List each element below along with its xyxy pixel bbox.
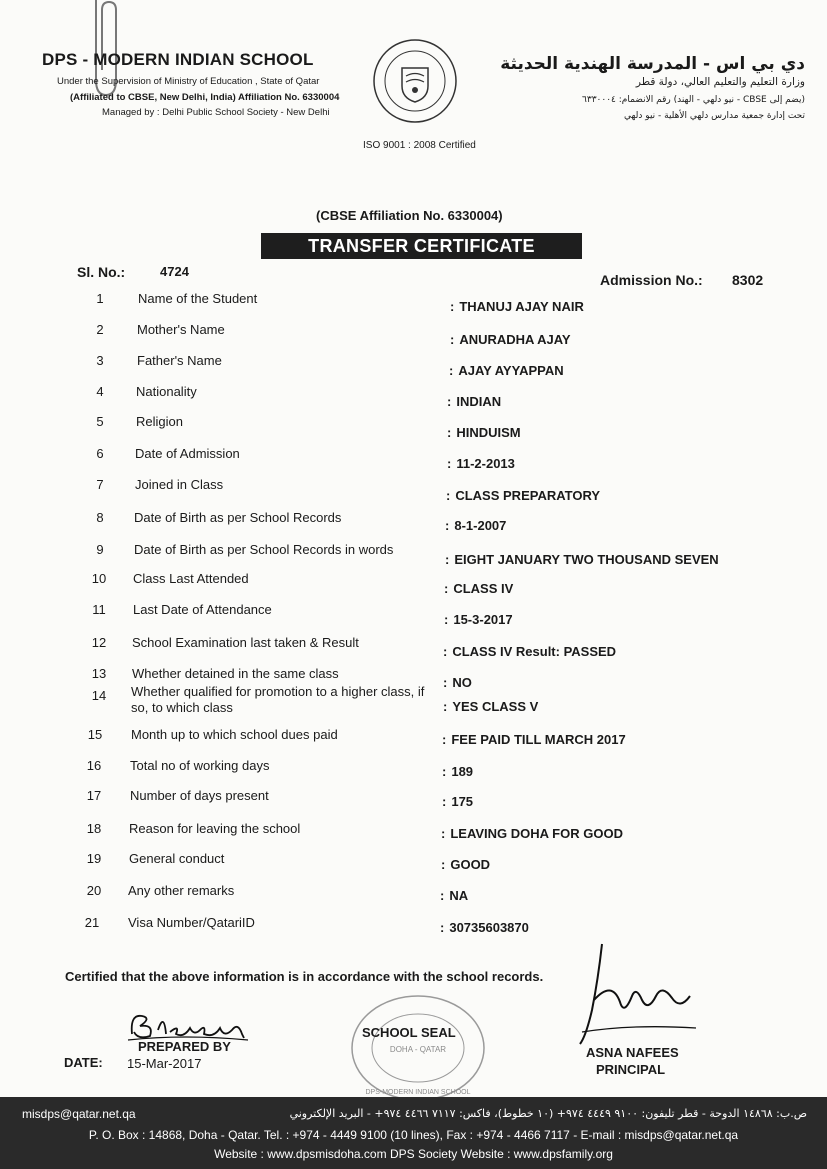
row-number: 17 [86, 788, 102, 803]
principal-name: ASNA NAFEES [586, 1045, 679, 1060]
serial-number-value: 4724 [160, 264, 189, 279]
row-label: Father's Name [137, 353, 222, 368]
row-label: Number of days present [130, 788, 269, 803]
row-value-text: LEAVING DOHA FOR GOOD [450, 826, 623, 841]
row-colon: : [445, 518, 450, 533]
row-value [447, 456, 515, 471]
row-colon: : [444, 581, 449, 596]
school-seal-label: SCHOOL SEAL [362, 1025, 456, 1040]
row-value-text: 8-1-2007 [454, 518, 507, 533]
row-value [440, 920, 529, 935]
row-number: 11 [92, 602, 106, 617]
seal-city-text: DOHA - QATAR [389, 1045, 447, 1054]
row-number: 10 [91, 571, 107, 586]
row-number: 21 [84, 915, 100, 930]
row-label: Date of Birth as per School Records in words [134, 542, 394, 557]
row-value-text: YES CLASS V [452, 699, 539, 714]
affiliation-line: (Affiliated to CBSE, New Delhi, India) Affiliation No. 6330004 [70, 92, 340, 103]
row-colon: : [442, 732, 447, 747]
row-colon: : [443, 644, 448, 659]
ministry-line-ar: وزارة التعليم والتعليم العالي، دولة قطر [635, 76, 805, 88]
row-value-text: CLASS IV [453, 581, 514, 596]
row-value-text: FEE PAID TILL MARCH 2017 [451, 732, 626, 747]
row-number: 20 [86, 883, 102, 898]
row-number: 2 [96, 322, 104, 337]
row-value-text: HINDUISM [456, 425, 521, 440]
row-label: Mother's Name [137, 322, 225, 337]
row-label: Last Date of Attendance [133, 602, 272, 617]
row-label: Class Last Attended [133, 571, 249, 586]
row-label: Month up to which school dues paid [131, 727, 338, 742]
row-value [444, 581, 513, 596]
row-value [440, 888, 468, 903]
row-colon: : [441, 857, 446, 872]
row-value-text: NO [452, 675, 472, 690]
row-label: Date of Birth as per School Records [134, 510, 342, 525]
iso-certification: ISO 9001 : 2008 Certified [363, 140, 476, 151]
row-value [446, 488, 600, 503]
seal-school-text: DPS-MODERN INDIAN SCHOOL [365, 1089, 471, 1096]
principal-signature-icon [572, 940, 702, 1050]
row-number: 16 [86, 758, 102, 773]
row-number: 14 [91, 688, 107, 703]
row-number: 6 [96, 446, 104, 461]
row-value [443, 644, 616, 659]
row-colon: : [442, 764, 447, 779]
row-value [450, 299, 584, 314]
school-name-en: DPS - MODERN INDIAN SCHOOL [42, 50, 314, 69]
footer-address: P. O. Box : 14868, Doha - Qatar. Tel. : +974 - 4449 9100 (10 lines), Fax : +974 - 4466 7117 - E-mail : misdps@qatar.net.qa [88, 1128, 739, 1142]
row-number: 4 [96, 384, 104, 399]
row-value-text: CLASS IV Result: PASSED [452, 644, 617, 659]
row-value-text: 30735603870 [449, 920, 529, 935]
footer-bar [0, 1097, 827, 1169]
row-label: Name of the Student [138, 291, 258, 306]
row-value-text: 189 [451, 764, 474, 779]
affiliation-line-ar: (يضم إلى CBSE - نيو دلهي - الهند) رقم الانضمام: ٦٣٣٠٠٠٤ [582, 95, 805, 105]
row-value-text: GOOD [450, 857, 491, 872]
admission-number-value: 8302 [732, 272, 764, 288]
row-value [447, 394, 501, 409]
row-colon: : [445, 552, 450, 567]
managed-by-line-ar: تحت إدارة جمعية مدارس دلهي الأهلية - نيو دلهي [624, 111, 805, 121]
row-colon: : [447, 456, 452, 471]
supervision-line: Under the Supervision of Ministry of Education , State of Qatar [57, 76, 320, 87]
row-value [443, 675, 472, 690]
row-colon: : [443, 699, 448, 714]
row-colon: : [450, 332, 455, 347]
row-value [445, 518, 506, 533]
prepared-by-label: PREPARED BY [138, 1039, 231, 1054]
preparer-signature-icon [124, 1004, 264, 1044]
row-colon: : [444, 612, 449, 627]
row-value-text: THANUJ AJAY NAIR [459, 299, 584, 314]
footer-arabic-address: ص.ب: ١٤٨٦٨ الدوحة - قطر تليفون: ٩١٠٠ ٤٤٤٩ ٩٧٤+ (١٠ خطوط)، فاكس: ٧١١٧ ٤٤٦٦ ٩٧٤+ - البريد الإلكتروني [289, 1107, 807, 1120]
row-number: 9 [96, 542, 104, 557]
school-name-ar: دي بي اس - المدرسة الهندية الحديثة [500, 54, 805, 74]
row-number: 3 [96, 353, 104, 368]
row-label: Date of Admission [135, 446, 240, 461]
row-number: 13 [91, 666, 107, 681]
row-colon: : [443, 675, 448, 690]
row-label: Whether qualified for promotion to a higher class, if so, to which class [131, 684, 425, 715]
row-label: School Examination last taken & Result [132, 635, 359, 650]
row-number: 12 [91, 635, 107, 650]
row-label: Total no of working days [130, 758, 270, 773]
row-number: 18 [86, 821, 102, 836]
principal-title: PRINCIPAL [596, 1062, 666, 1077]
row-number: 7 [96, 477, 104, 492]
row-value-text: AJAY AYYAPPAN [458, 363, 564, 378]
row-colon: : [447, 394, 452, 409]
row-label: Nationality [136, 384, 197, 399]
row-number: 1 [96, 291, 104, 306]
row-value-text: ANURADHA AJAY [459, 332, 571, 347]
school-seal-stamp [344, 990, 492, 1100]
row-value-text: 11-2-2013 [456, 456, 515, 471]
row-value [441, 826, 623, 841]
row-value-text: 15-3-2017 [453, 612, 513, 627]
date-value: 15-Mar-2017 [127, 1056, 202, 1071]
footer-websites: Website : www.dpsmisdoha.com DPS Society Website : www.dpsfamily.org [214, 1147, 613, 1161]
date-label: DATE: [64, 1055, 103, 1070]
certificate-title: TRANSFER CERTIFICATE [261, 233, 582, 259]
school-logo-icon [372, 38, 458, 124]
row-value [442, 732, 626, 747]
cbse-affiliation: (CBSE Affiliation No. 6330004) [316, 208, 503, 223]
row-number: 15 [87, 727, 103, 742]
row-label: Whether detained in the same class [132, 666, 339, 681]
row-label: Religion [136, 414, 183, 429]
row-colon: : [440, 888, 445, 903]
row-value-text: EIGHT JANUARY TWO THOUSAND SEVEN [454, 552, 719, 567]
row-value [444, 612, 513, 627]
serial-number-label: Sl. No.: [77, 264, 126, 280]
row-value-text: INDIAN [456, 394, 502, 409]
row-value [441, 857, 490, 872]
row-value-text: 175 [451, 794, 474, 809]
admission-number-label: Admission No.: [600, 272, 703, 288]
certification-statement: Certified that the above information is in accordance with the school records. [65, 969, 544, 984]
row-value [450, 332, 571, 347]
row-label: Any other remarks [128, 883, 235, 898]
row-label: Visa Number/QatariID [128, 915, 255, 930]
row-value [449, 363, 564, 378]
row-number: 19 [86, 851, 102, 866]
row-colon: : [447, 425, 452, 440]
footer-email: misdps@qatar.net.qa [22, 1107, 136, 1121]
row-label: General conduct [129, 851, 225, 866]
row-value [445, 552, 719, 567]
managed-by-line: Managed by : Delhi Public School Society - New Delhi [102, 107, 330, 118]
row-number: 5 [96, 414, 104, 429]
row-value-text: CLASS PREPARATORY [455, 488, 601, 503]
row-value [447, 425, 521, 440]
row-label: Joined in Class [135, 477, 224, 492]
row-number: 8 [96, 510, 104, 525]
row-value [442, 794, 473, 809]
row-colon: : [450, 299, 455, 314]
row-label: Reason for leaving the school [129, 821, 301, 836]
row-colon: : [449, 363, 454, 378]
row-value-text: NA [449, 888, 469, 903]
row-value [442, 764, 473, 779]
row-colon: : [446, 488, 451, 503]
row-value [443, 699, 538, 714]
row-colon: : [440, 920, 445, 935]
row-colon: : [442, 794, 447, 809]
row-colon: : [441, 826, 446, 841]
